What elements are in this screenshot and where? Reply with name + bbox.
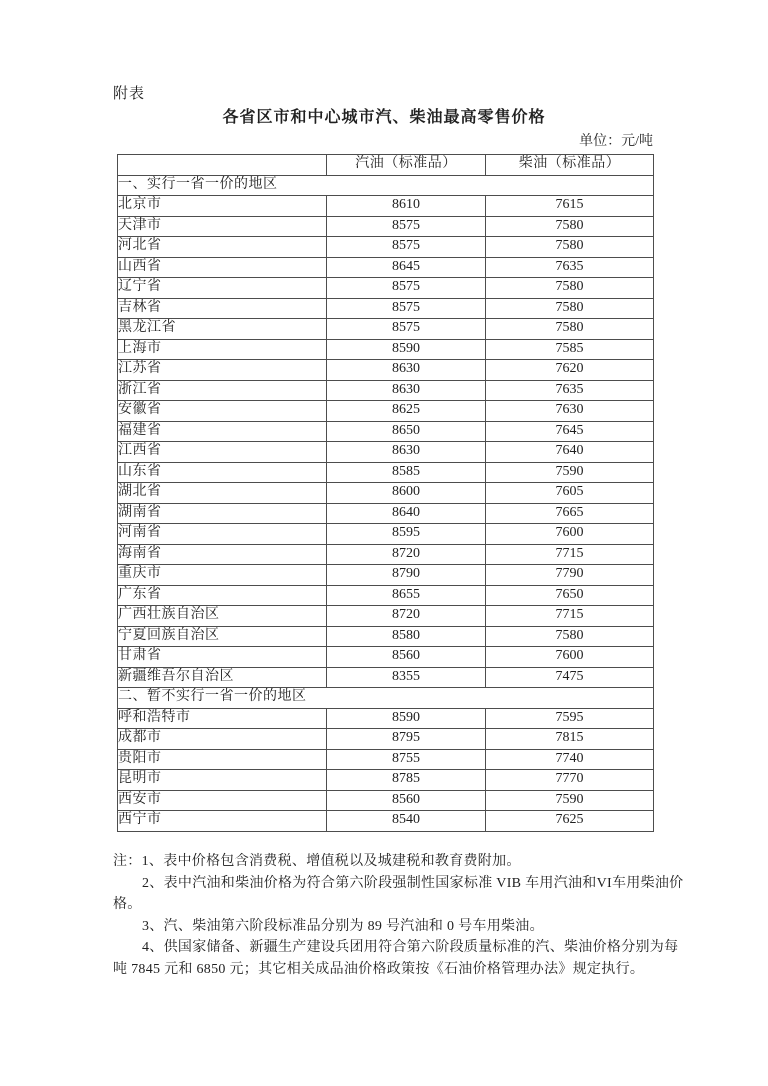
diesel-price-cell: 7815 [486,729,654,750]
region-cell: 广东省 [118,585,327,606]
gasoline-price-cell: 8540 [327,811,486,832]
footnote-line: 注：1、表中价格包含消费税、增值税以及城建税和教育费附加。 [113,854,521,869]
gasoline-price-cell: 8655 [327,585,486,606]
section-header-row-2 [118,688,654,709]
gasoline-price-cell: 8580 [327,626,486,647]
diesel-price-cell: 7580 [486,237,654,258]
section-header-row-1 [118,175,654,196]
diesel-price-cell: 7580 [486,216,654,237]
footnote-line: 4、供国家储备、新疆生产建设兵团用符合第六阶段质量标准的汽、柴油价格分别为每 [142,940,679,955]
region-cell: 江苏省 [118,360,327,381]
table-row [118,790,654,811]
gasoline-price-cell: 8795 [327,729,486,750]
gasoline-price-cell: 8585 [327,462,486,483]
region-cell: 北京市 [118,196,327,217]
gasoline-price-cell: 8590 [327,708,486,729]
table-row [118,298,654,319]
region-cell: 海南省 [118,544,327,565]
header-diesel-cell: 柴油（标准品） [486,155,654,176]
table-row [118,503,654,524]
table-row [118,360,654,381]
region-cell: 重庆市 [118,565,327,586]
diesel-price-cell: 7665 [486,503,654,524]
diesel-price-cell: 7595 [486,708,654,729]
diesel-price-cell: 7715 [486,544,654,565]
region-cell: 河北省 [118,237,327,258]
diesel-price-cell: 7645 [486,421,654,442]
footnote-line: 2、表中汽油和柴油价格为符合第六阶段强制性国家标准 VIB 车用汽油和VI车用柴油价 [142,875,684,891]
region-cell: 西宁市 [118,811,327,832]
region-cell: 湖南省 [118,503,327,524]
header-region-cell [118,155,327,176]
table-row [118,667,654,688]
appendix-label: 附表 [113,86,146,102]
table-row [118,647,654,668]
gasoline-price-cell: 8630 [327,380,486,401]
region-cell: 广西壮族自治区 [118,606,327,627]
price-table [117,154,654,832]
region-cell: 湖北省 [118,483,327,504]
region-cell: 黑龙江省 [118,319,327,340]
gasoline-price-cell: 8630 [327,360,486,381]
table-row [118,708,654,729]
region-cell: 昆明市 [118,770,327,791]
page-title: 各省区市和中心城市汽、柴油最高零售价格 [222,109,546,126]
gasoline-price-cell: 8720 [327,606,486,627]
region-cell: 辽宁省 [118,278,327,299]
diesel-price-cell: 7600 [486,647,654,668]
diesel-price-cell: 7650 [486,585,654,606]
diesel-price-cell: 7475 [486,667,654,688]
diesel-price-cell: 7715 [486,606,654,627]
gasoline-price-cell: 8650 [327,421,486,442]
table-row [118,811,654,832]
table-row [118,442,654,463]
table-row [118,462,654,483]
gasoline-price-cell: 8595 [327,524,486,545]
diesel-price-cell: 7640 [486,442,654,463]
table-row [118,770,654,791]
diesel-price-cell: 7630 [486,401,654,422]
diesel-price-cell: 7770 [486,770,654,791]
region-cell: 福建省 [118,421,327,442]
table-row [118,749,654,770]
gasoline-price-cell: 8355 [327,667,486,688]
gasoline-price-cell: 8630 [327,442,486,463]
gasoline-price-cell: 8645 [327,257,486,278]
footnote-line: 格。 [113,897,142,912]
diesel-price-cell: 7580 [486,278,654,299]
gasoline-price-cell: 8610 [327,196,486,217]
table-row [118,524,654,545]
section-2-title: 二、暂不实行一省一价的地区 [118,688,654,709]
table-row [118,196,654,217]
diesel-price-cell: 7590 [486,790,654,811]
gasoline-price-cell: 8640 [327,503,486,524]
table-row [118,278,654,299]
region-cell: 呼和浩特市 [118,708,327,729]
region-cell: 新疆维吾尔自治区 [118,667,327,688]
diesel-price-cell: 7585 [486,339,654,360]
gasoline-price-cell: 8755 [327,749,486,770]
diesel-price-cell: 7580 [486,298,654,319]
table-row [118,565,654,586]
gasoline-price-cell: 8600 [327,483,486,504]
table-row [118,339,654,360]
gasoline-price-cell: 8625 [327,401,486,422]
region-cell: 贵阳市 [118,749,327,770]
gasoline-price-cell: 8560 [327,790,486,811]
footnote-line: 吨 7845 元和 6850 元；其它相关成品油价格政策按《石油价格管理办法》规定执行。 [113,961,645,977]
region-cell: 吉林省 [118,298,327,319]
section-1-title: 一、实行一省一价的地区 [118,175,654,196]
footnotes [113,851,684,980]
diesel-price-cell: 7580 [486,319,654,340]
table-row [118,421,654,442]
diesel-price-cell: 7635 [486,257,654,278]
gasoline-price-cell: 8575 [327,298,486,319]
table-row [118,257,654,278]
gasoline-price-cell: 8560 [327,647,486,668]
region-cell: 河南省 [118,524,327,545]
region-cell: 山西省 [118,257,327,278]
table-row [118,606,654,627]
table-row [118,319,654,340]
gasoline-price-cell: 8575 [327,237,486,258]
diesel-price-cell: 7600 [486,524,654,545]
gasoline-price-cell: 8575 [327,278,486,299]
diesel-price-cell: 7615 [486,196,654,217]
table-row [118,544,654,565]
gasoline-price-cell: 8575 [327,319,486,340]
region-cell: 上海市 [118,339,327,360]
region-cell: 江西省 [118,442,327,463]
table-row [118,729,654,750]
diesel-price-cell: 7605 [486,483,654,504]
table-row [118,380,654,401]
gasoline-price-cell: 8590 [327,339,486,360]
table-row [118,237,654,258]
gasoline-price-cell: 8785 [327,770,486,791]
region-cell: 浙江省 [118,380,327,401]
region-cell: 宁夏回族自治区 [118,626,327,647]
region-cell: 西安市 [118,790,327,811]
table-row [118,483,654,504]
diesel-price-cell: 7625 [486,811,654,832]
gasoline-price-cell: 8720 [327,544,486,565]
header-gasoline-cell: 汽油（标准品） [327,155,486,176]
diesel-price-cell: 7620 [486,360,654,381]
region-cell: 甘肃省 [118,647,327,668]
region-cell: 天津市 [118,216,327,237]
diesel-price-cell: 7580 [486,626,654,647]
diesel-price-cell: 7635 [486,380,654,401]
region-cell: 山东省 [118,462,327,483]
region-cell: 成都市 [118,729,327,750]
table-row [118,401,654,422]
table-header-row [118,155,654,176]
diesel-price-cell: 7790 [486,565,654,586]
diesel-price-cell: 7590 [486,462,654,483]
diesel-price-cell: 7740 [486,749,654,770]
table-row [118,626,654,647]
table-row [118,585,654,606]
gasoline-price-cell: 8575 [327,216,486,237]
gasoline-price-cell: 8790 [327,565,486,586]
region-cell: 安徽省 [118,401,327,422]
footnote-line: 3、汽、柴油第六阶段标准品分别为 89 号汽油和 0 号车用柴油。 [142,918,544,934]
table-row [118,216,654,237]
unit-label: 单位：元/吨 [579,134,653,149]
